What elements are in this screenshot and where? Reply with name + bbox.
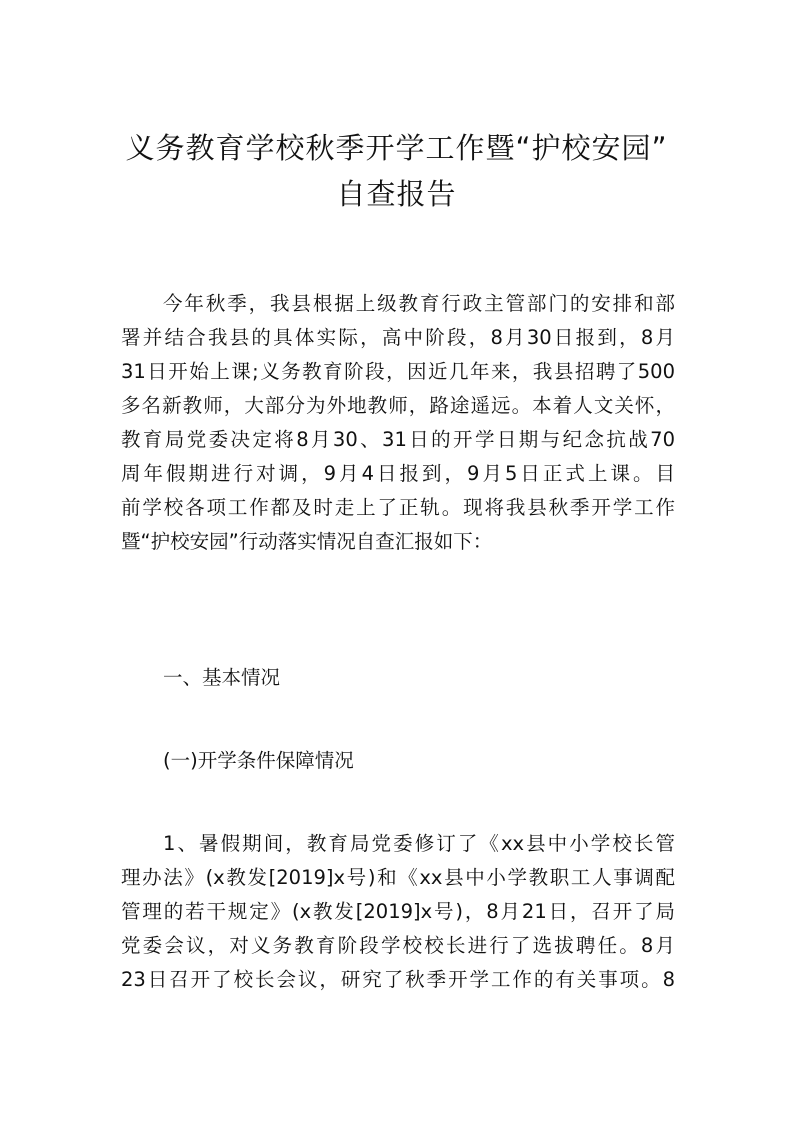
- paragraph-line: 31日开始上课;义务教育阶段，因近几年来，我县招聘了500: [121, 360, 675, 383]
- document-title-line-2: 自查报告: [336, 177, 457, 211]
- paragraph-line: 理办法》(x教发[2019]x号)和《xx县中小学教职工人事调配: [121, 866, 675, 889]
- section-heading-basic-situation: 一、基本情况: [163, 666, 281, 689]
- document-title-line-1: 义务教育学校秋季开学工作暨“护校安园”: [125, 131, 668, 165]
- paragraph-line: 1、暑假期间，教育局党委修订了《xx县中小学校长管: [163, 832, 675, 855]
- paragraph-line: 今年秋季，我县根据上级教育行政主管部门的安排和部: [163, 292, 675, 315]
- paragraph-line: 教育局党委决定将8月30、31日的开学日期与纪念抗战70: [121, 428, 675, 451]
- paragraph-line: 多名新教师，大部分为外地教师，路途遥远。本着人文关怀，: [121, 394, 675, 417]
- item-1-paragraph: [121, 827, 675, 997]
- paragraph-line: 党委会议，对义务教育阶段学校校长进行了选拔聘任。8月: [121, 934, 675, 957]
- paragraph-line: 管理的若干规定》(x教发[2019]x号)，8月21日，召开了局: [121, 900, 675, 923]
- paragraph-line: 暨“护校安园”行动落实情况自查汇报如下：: [121, 530, 493, 553]
- subsection-heading-opening-conditions: (一)开学条件保障情况: [163, 749, 354, 772]
- paragraph-line: 周年假期进行对调，9月4日报到，9月5日正式上课。目: [121, 462, 675, 485]
- intro-paragraph: [121, 287, 675, 559]
- paragraph-line: 前学校各项工作都及时走上了正轨。现将我县秋季开学工作: [121, 496, 675, 519]
- paragraph-line: 23日召开了校长会议，研究了秋季开学工作的有关事项。8: [121, 968, 675, 991]
- paragraph-line: 署并结合我县的具体实际，高中阶段，8月30日报到，8月: [121, 326, 675, 349]
